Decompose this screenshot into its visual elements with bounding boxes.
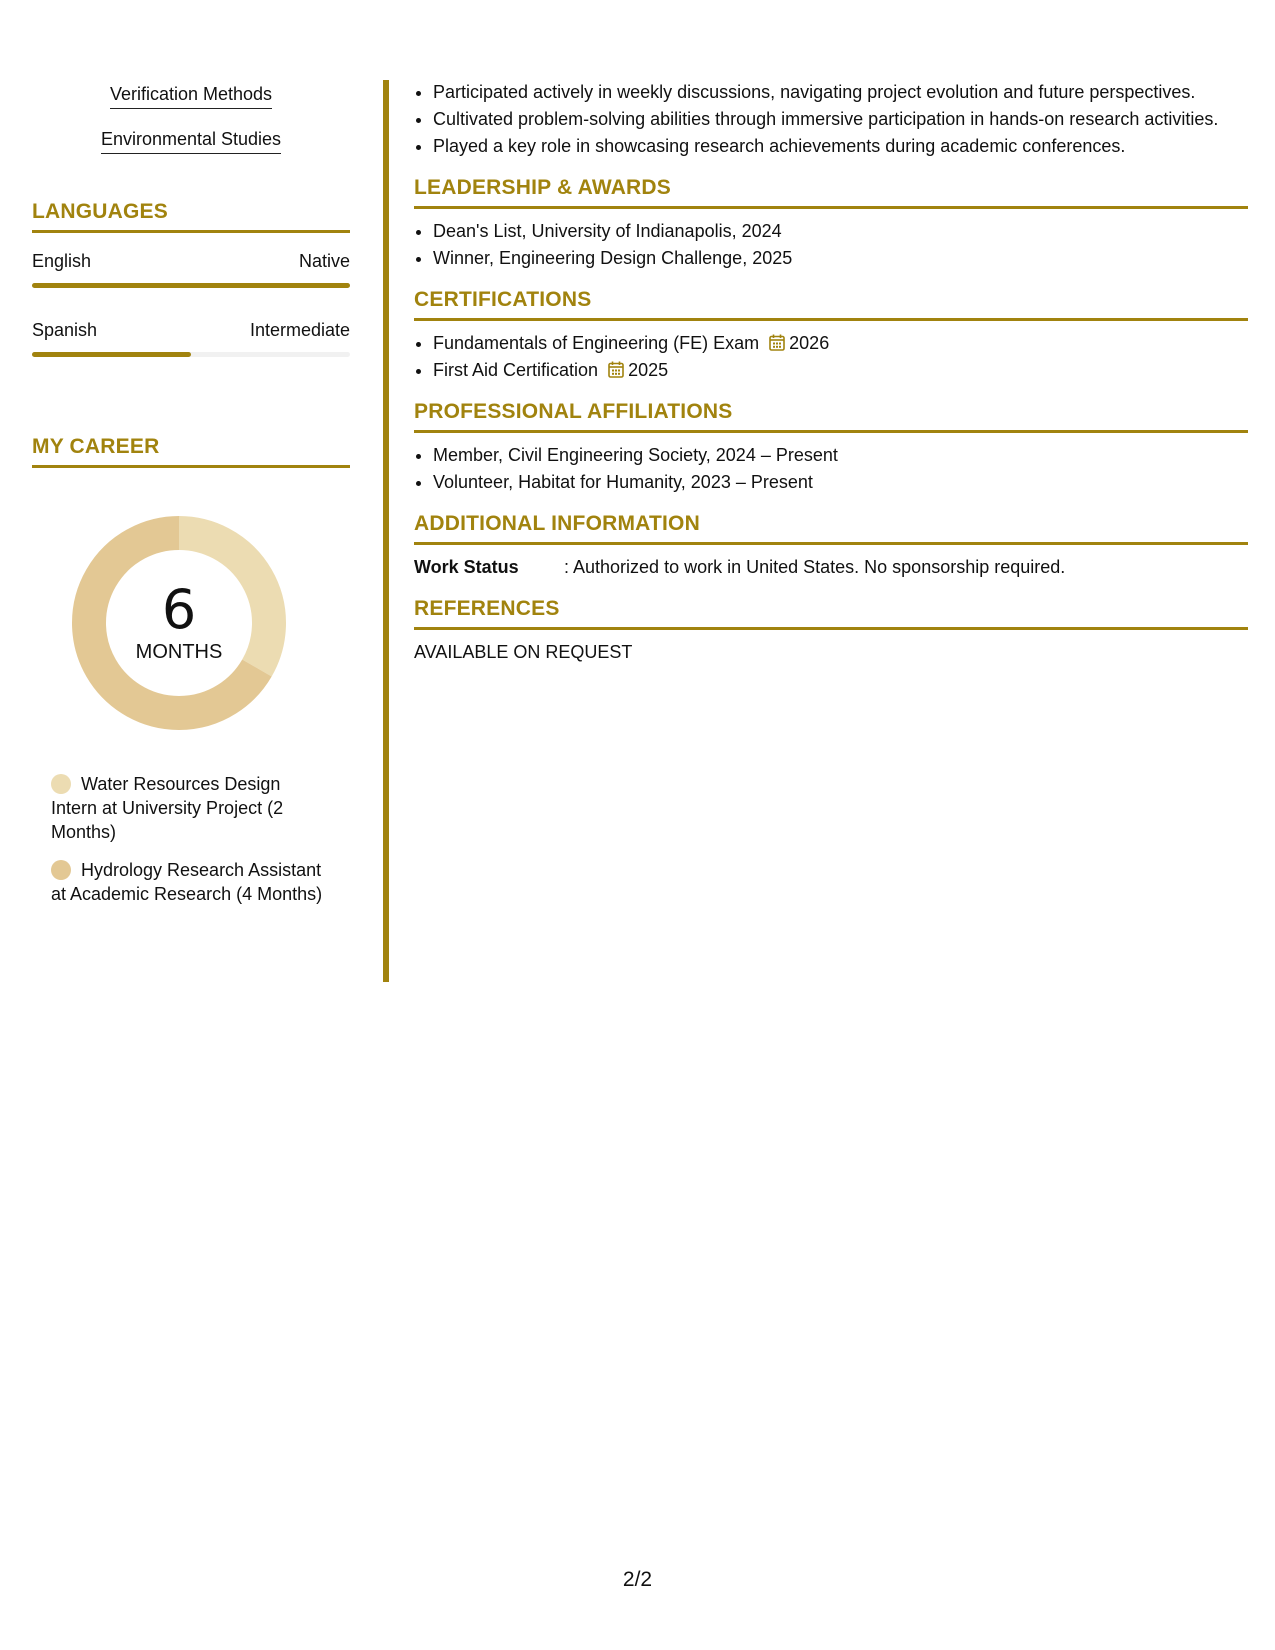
experience-bullets — [414, 80, 1248, 158]
language-name: Spanish — [32, 320, 98, 340]
career-donut-chart — [66, 510, 292, 736]
language-bar-fill — [32, 352, 191, 357]
legend-dot-icon — [51, 860, 71, 880]
skill-tag: Environmental Studies — [101, 127, 281, 154]
work-status-label: Work Status — [414, 557, 519, 577]
skill-tags — [32, 82, 350, 172]
calendar-icon — [608, 361, 624, 378]
career-unit: MONTHS — [135, 641, 223, 663]
legend-dot-icon — [51, 774, 71, 794]
language-bar-fill — [32, 283, 350, 288]
language-english — [32, 249, 350, 288]
language-level: Native — [298, 251, 350, 271]
left-column — [32, 82, 350, 920]
career-legend — [51, 772, 331, 906]
language-bar — [32, 283, 350, 288]
language-spanish — [32, 318, 350, 357]
languages-heading: LANGUAGES — [32, 200, 350, 233]
list-item — [433, 358, 1248, 382]
career-total: 6 — [161, 578, 197, 641]
career-heading: MY CAREER — [32, 435, 350, 468]
calendar-icon — [769, 334, 785, 351]
references-heading: REFERENCES — [414, 597, 1248, 630]
page-number: 2/2 — [622, 1568, 653, 1591]
certification-year: 2025 — [628, 360, 669, 380]
right-column — [414, 80, 1248, 664]
work-status-row — [414, 555, 1248, 579]
language-level: Intermediate — [249, 320, 350, 340]
legend-label: Hydrology Research Assistant at Academic Research (4 Months) — [51, 860, 323, 904]
skill-tag: Verification Methods — [110, 82, 272, 109]
list-item: • Participated actively in weekly discussions, navigating project evolution and future perspectives. — [433, 80, 1248, 104]
certifications-heading: CERTIFICATIONS — [414, 288, 1248, 321]
list-item: • Dean's List, University of Indianapolis, 2024 — [433, 219, 1248, 243]
column-divider — [383, 80, 389, 982]
work-status-value: : Authorized to work in United States. No sponsorship required. — [564, 557, 1066, 577]
references-value: AVAILABLE ON REQUEST — [414, 642, 633, 662]
legend-label: Water Resources Design Intern at University Project (2 Months) — [51, 774, 284, 842]
list-item: • Volunteer, Habitat for Humanity, 2023 – Present — [433, 470, 1248, 494]
additional-info-heading: ADDITIONAL INFORMATION — [414, 512, 1248, 545]
certification-name: Fundamentals of Engineering (FE) Exam — [433, 333, 760, 353]
language-bar — [32, 352, 350, 357]
list-item: • Member, Civil Engineering Society, 2024 – Present — [433, 443, 1248, 467]
certifications-list — [414, 331, 1248, 382]
legend-item — [51, 772, 331, 844]
leadership-list — [414, 219, 1248, 270]
certification-name: First Aid Certification — [433, 360, 599, 380]
certification-year: 2026 — [789, 333, 830, 353]
legend-item — [51, 858, 331, 906]
list-item — [433, 331, 1248, 355]
affiliations-heading: PROFESSIONAL AFFILIATIONS — [414, 400, 1248, 433]
list-item: • Cultivated problem-solving abilities through immersive participation in hands-on research activities. — [433, 107, 1248, 131]
language-name: English — [32, 251, 92, 271]
list-item: • Played a key role in showcasing research achievements during academic conferences. — [433, 134, 1248, 158]
affiliations-list — [414, 443, 1248, 494]
leadership-heading: LEADERSHIP & AWARDS — [414, 176, 1248, 209]
list-item: • Winner, Engineering Design Challenge, 2025 — [433, 246, 1248, 270]
